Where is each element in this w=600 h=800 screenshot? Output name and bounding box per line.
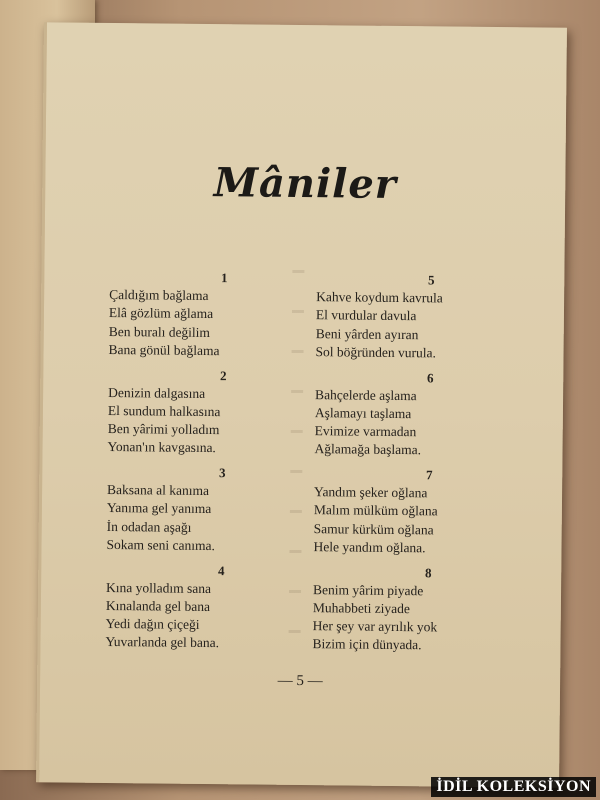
stanza-line: Yandım şeker oğlana xyxy=(314,484,428,501)
stanza-line: Aşlamayı taşlama xyxy=(314,405,412,422)
book-page xyxy=(36,22,567,787)
stanza-number: 1 xyxy=(221,270,228,286)
stanza-line: Elâ gözlüm ağlama xyxy=(108,305,214,322)
stanza-line: Baksana al kanıma xyxy=(107,482,210,499)
stanza-line: Bizim için dünyada. xyxy=(312,636,422,653)
stanza-number: 6 xyxy=(426,369,434,385)
stanza xyxy=(312,563,543,656)
stanza-line: Kına yolladım sana xyxy=(106,579,212,596)
stanza-line: Her şey var ayrılık yok xyxy=(312,618,438,635)
stanza-line: El sundum halkasına xyxy=(107,402,221,420)
stanza-line: El vurdular davula xyxy=(315,307,417,324)
stanza-number: 5 xyxy=(427,272,435,288)
stanza-line: Sol böğründen vurula. xyxy=(315,343,437,361)
stanza-line: İn odadan aşağı xyxy=(106,518,192,535)
stanza xyxy=(107,365,338,458)
stanza-line: Yedi dağın çiçeği xyxy=(105,616,200,633)
stanza-line: Ben yârimi yolladım xyxy=(107,421,220,438)
stanza-number: 2 xyxy=(219,367,227,383)
stanza xyxy=(105,560,336,653)
stanza-line: Ağlamağa başlama. xyxy=(314,441,422,458)
stanza-line: Kınalanda gel bana xyxy=(105,597,211,614)
stanza-line: Bahçelerde aşlama xyxy=(315,386,417,403)
stanza-line: Yonan'ın kavgasına. xyxy=(107,439,216,456)
stanza xyxy=(108,268,339,361)
stanza-line: Ben buralı değilim xyxy=(108,323,211,340)
stanza-line: Kahve koydum kavrula xyxy=(316,289,443,306)
stanza-line: Hele yandım oğlana. xyxy=(313,538,426,556)
stanza-line: Yuvarlanda gel bana. xyxy=(105,634,220,651)
page-title: Mâniler xyxy=(213,159,398,208)
page-number: — 5 — xyxy=(277,672,323,690)
stanza-line: Benim yârim piyade xyxy=(312,581,424,598)
collection-watermark: İDİL KOLEKSİYON xyxy=(431,777,596,797)
right-column xyxy=(312,270,546,662)
stanza-number: 3 xyxy=(218,465,226,481)
stanza-line: Malım mülküm oğlana xyxy=(313,502,438,519)
left-column xyxy=(105,268,339,660)
stanza-line: Muhabbeti ziyade xyxy=(312,600,411,617)
stanza-line: Bana gönül bağlama xyxy=(108,341,220,358)
stanza-number: 8 xyxy=(424,564,432,580)
stanza-number: 7 xyxy=(425,467,433,483)
stanza-number: 4 xyxy=(217,562,225,578)
stanza-line: Denizin dalgasına xyxy=(108,384,206,401)
stanza xyxy=(315,270,546,363)
stanza-line: Beni yârden ayıran xyxy=(315,325,419,342)
stanza-line: Yanıma gel yanıma xyxy=(106,500,212,517)
stanza xyxy=(314,368,545,461)
stanza xyxy=(106,463,337,556)
stanza-line: Evimize varmadan xyxy=(314,423,417,440)
stanza xyxy=(313,465,544,558)
stanza-line: Samur kürküm oğlana xyxy=(313,520,434,537)
stanza-line: Sokam seni canıma. xyxy=(106,536,215,553)
stanza-line: Çaldığım bağlama xyxy=(109,287,209,304)
